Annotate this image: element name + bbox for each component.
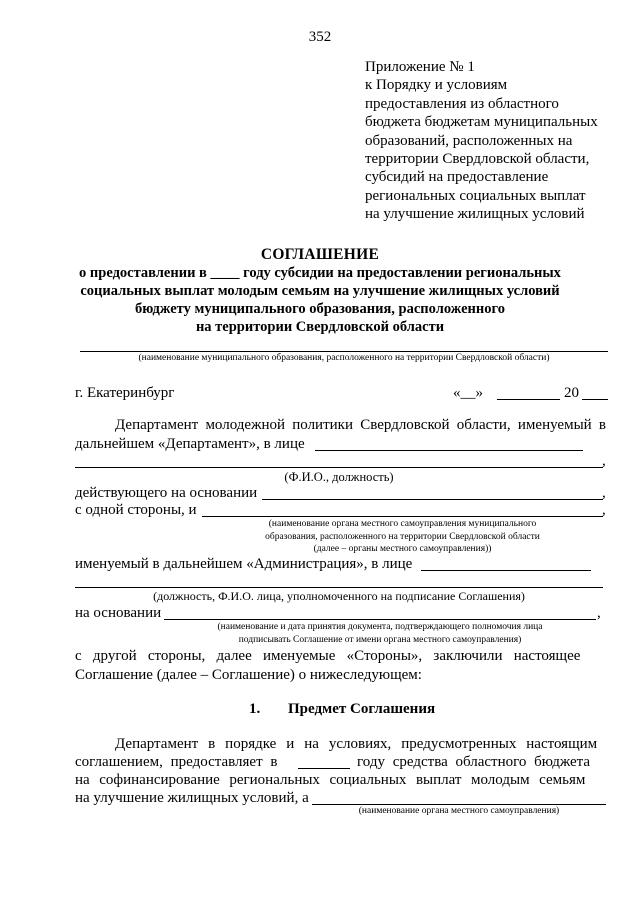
subtitle-line: на территории Свердловской области [195,319,445,335]
section1-line4: на улучшение жилищных условий, а [75,790,309,806]
basis-document-note [164,621,596,646]
appendix-line: бюджета бюджетам муниципальных [365,114,598,131]
section1-line1: Департамент в порядке и на условиях, предусмотренных настоящим [115,736,598,752]
note-line: (далее – органы местного самоуправления)) [313,544,492,554]
comma: , [597,605,601,621]
position-note: (должность, Ф.И.О. лица, уполномоченного на подписание Соглашения) [153,589,525,603]
date-year-prefix: 20 [564,385,579,401]
subtitle-line: о предоставлении в ____ году субсидии на предоставлении региональных [79,265,561,281]
comma: , [602,453,606,469]
administration-representative-blank[interactable] [421,570,591,571]
administration-label: именуемый в дальнейшем «Администрация», в лице [75,556,413,572]
appendix-line: к Порядку и условиям [365,77,508,94]
document-title: СОГЛАШЕНИЕ [260,246,380,263]
fio-blank-line[interactable] [75,467,603,468]
subtitle-line: бюджету муниципального образования, расположенного [135,301,505,317]
local-body-name-blank[interactable] [312,804,606,805]
basis-document-blank[interactable] [164,619,596,620]
acting-basis-label: действующего на основании [75,485,258,501]
acting-basis-blank[interactable] [262,499,603,500]
comma: , [602,502,606,518]
appendix-line: образований, расположенных на [365,132,573,149]
section1-line3: на софинансирование региональных социальных выплат молодым семьям [75,772,586,788]
local-body-name-note: (наименование органа местного самоуправления) [358,806,560,816]
comma: , [602,485,606,501]
city-label: г. Екатеринбург [75,385,175,401]
on-basis-label: на основании [75,605,162,621]
date-year-blank[interactable] [582,399,608,400]
appendix-line: предоставления из областного [365,95,559,112]
local-body-blank[interactable] [202,516,603,517]
appendix-line: Приложение № 1 [365,59,475,75]
section-title: Предмет Соглашения [288,701,436,717]
subtitle-line: социальных выплат молодым семьям на улучшение жилищных условий [80,283,560,299]
parties-paragraph: с другой стороны, далее именуемые «Стороны», заключили настоящее [75,648,581,664]
date-day: «__» [453,385,483,401]
note-line: (наименование органа местного самоуправления муниципального [268,519,537,529]
position-blank-line[interactable] [75,587,603,588]
municipality-blank-line[interactable] [80,351,608,352]
appendix-line: субсидий на предоставление [365,169,549,186]
note-line: (наименование и дата принятия документа, подтверждающего полномочия лица [217,622,543,632]
section1-line2b: году средства областного бюджета [357,754,591,770]
section1-line2a: соглашением, предоставляет в [75,754,278,770]
appendix-block [365,58,598,224]
local-body-note [202,518,603,556]
parties-paragraph-cont: Соглашение (далее – Соглашение) о нижеследующем: [75,667,422,683]
note-line: подписывать Соглашение от имени органа местного самоуправления) [238,634,522,645]
date-month-blank[interactable] [497,399,560,400]
paragraph-department: Департамент молодежной политики Свердловской области, именуемый в [115,417,607,433]
appendix-line: региональных социальных выплат [365,187,586,204]
note-line: образования, расположенного на территории Свердловской области [265,531,540,542]
one-side-label: с одной стороны, и [75,502,197,518]
department-representative-blank[interactable] [315,450,583,451]
document-subtitle [0,264,640,336]
appendix-line: территории Свердловской области, [365,151,590,168]
appendix-line: на улучшение жилищных условий [365,206,585,223]
municipality-note: (наименование муниципального образования, расположенного на территории Свердловской области) [138,353,550,363]
paragraph-department-cont: дальнейшем «Департамент», в лице [75,436,305,452]
page-number: 352 [308,29,332,45]
section-number: 1. [249,701,261,717]
year-blank[interactable] [298,768,350,769]
fio-note: (Ф.И.О., должность) [284,470,394,484]
